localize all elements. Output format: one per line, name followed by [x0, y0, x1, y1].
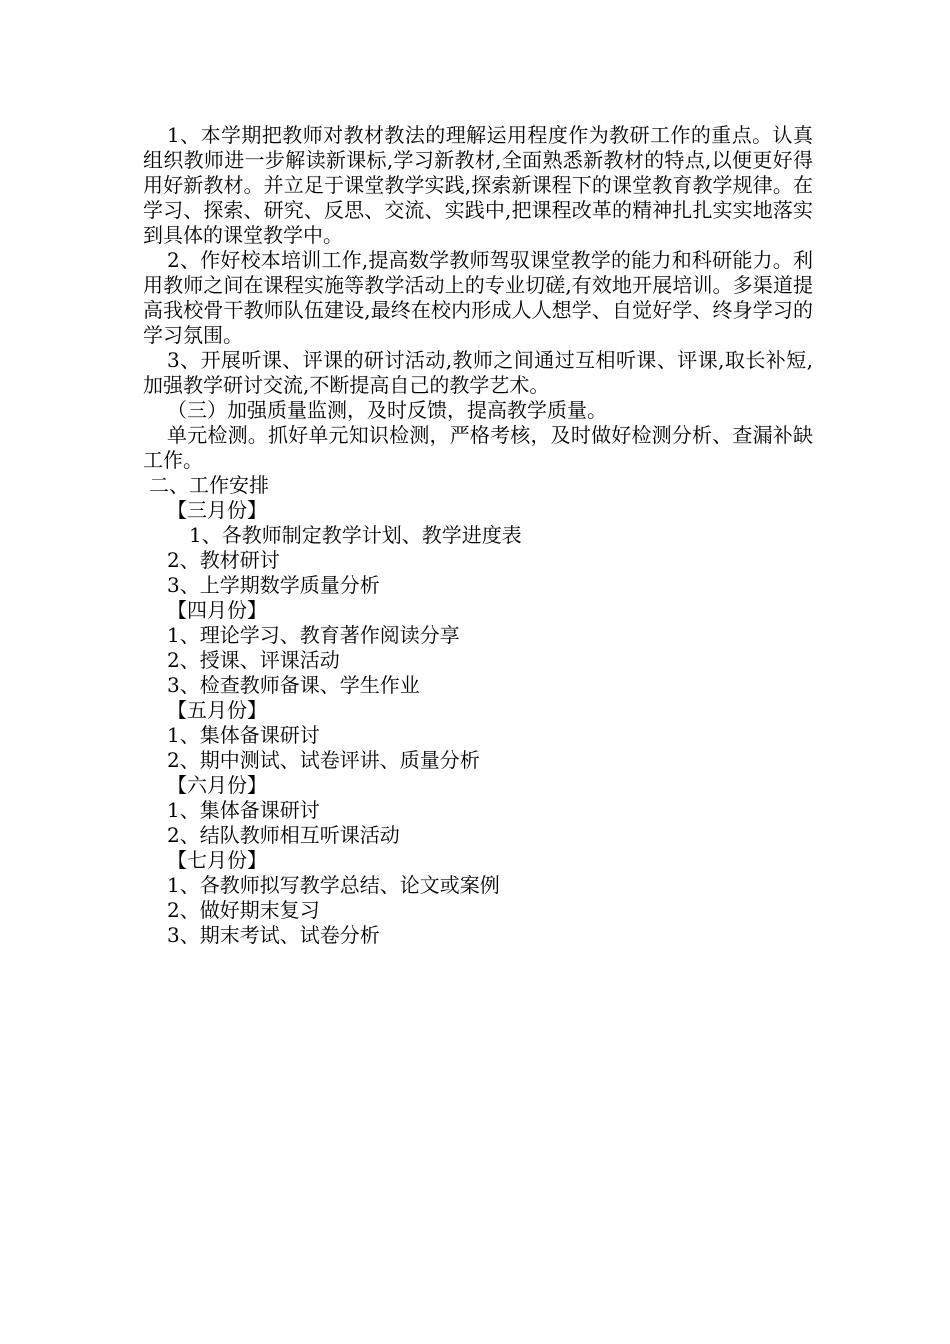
month-label: 【五月份】 [167, 698, 267, 722]
list-item: 1、各教师拟写教学总结、论文或案例 [167, 873, 500, 897]
month-label: 【六月份】 [167, 773, 267, 797]
month-block-july [143, 848, 813, 948]
list-item: 2、做好期末复习 [167, 898, 320, 922]
subheading-quality-monitoring: （三）加强质量监测，及时反馈，提高教学质量。 [167, 398, 607, 422]
list-item: 2、授课、评课活动 [167, 648, 340, 672]
month-block-march [143, 498, 813, 598]
list-item: 2、教材研讨 [167, 548, 280, 572]
month-label: 【三月份】 [167, 498, 267, 522]
list-item: 2、结队教师相互听课活动 [167, 823, 400, 847]
list-item: 3、上学期数学质量分析 [167, 573, 380, 597]
list-item: 3、检查教师备课、学生作业 [167, 673, 420, 697]
month-label: 【七月份】 [167, 848, 267, 872]
document-body [143, 123, 813, 948]
paragraph-school-training: 2、作好校本培训工作,提高数学教师驾驭课堂教学的能力和科研能力。利用教师之间在课程实施等教学活动上的专业切磋,有效地开展培训。多渠道提高我校骨干教师队伍建设,最终在校内形成人人想学、自觉好学、终身学习的学习氛围。 [143, 248, 813, 347]
month-label: 【四月份】 [167, 598, 267, 622]
list-item: 1、理论学习、教育著作阅读分享 [167, 623, 460, 647]
list-item: 3、期末考试、试卷分析 [167, 923, 380, 947]
paragraph-lesson-observation: 3、开展听课、评课的研讨活动,教师之间通过互相听课、评课,取长补短,加强教学研讨交流,不断提高自己的教学艺术。 [143, 348, 813, 397]
list-item: 2、期中测试、试卷评讲、质量分析 [167, 748, 480, 772]
paragraph-textbook-focus: 1、本学期把教师对教材教法的理解运用程度作为教研工作的重点。认真组织教师进一步解读新课标,学习新教材,全面熟悉新教材的特点,以便更好得用好新教材。并立足于课堂教学实践,探索新课程下的课堂教育教学规律。在学习、探索、研究、反思、交流、实践中,把课程改革的精神扎扎实实地落实到具体的课堂教学中。 [143, 123, 813, 247]
section-heading-work-plan: 二、工作安排 [149, 473, 269, 497]
list-item: 1、各教师制定教学计划、教学进度表 [189, 523, 522, 547]
month-block-june [143, 773, 813, 848]
month-block-april [143, 598, 813, 698]
list-item: 1、集体备课研讨 [167, 798, 320, 822]
paragraph-unit-testing: 单元检测。抓好单元知识检测，严格考核，及时做好检测分析、查漏补缺工作。 [143, 423, 813, 472]
list-item: 1、集体备课研讨 [167, 723, 320, 747]
month-block-may [143, 698, 813, 773]
